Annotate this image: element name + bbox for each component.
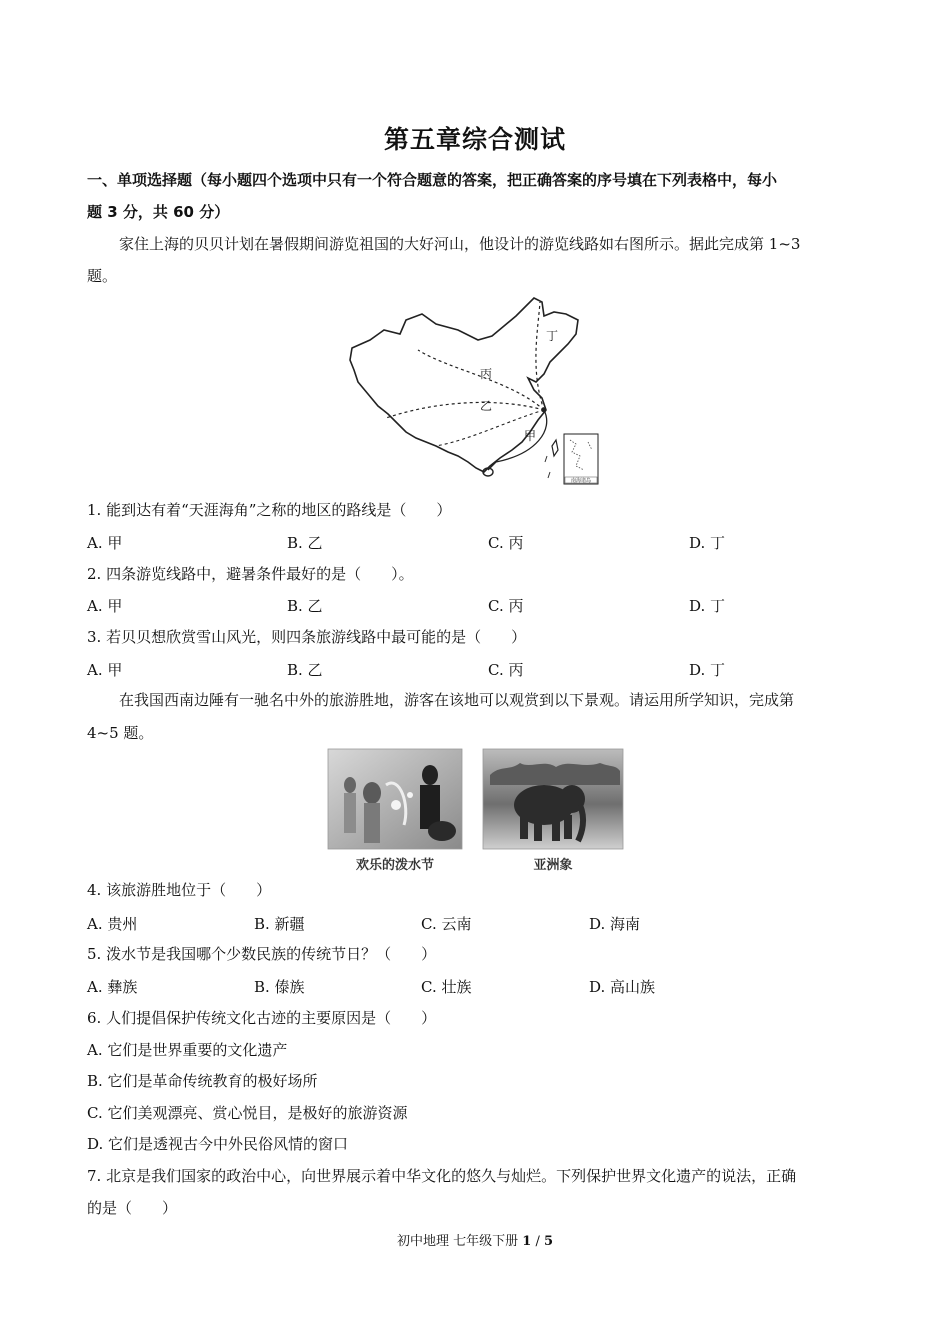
question-7: 7. 北京是我们国家的政治中心，向世界展示着中华文化的悠久与灿烂。下列保护世界文化遗产的说法，正确 — [87, 1167, 797, 1185]
section-heading-line-1: 一、单项选择题（每小题四个选项中只有一个符合题意的答案，把正确答案的序号填在下列表格中，每小 — [87, 171, 778, 189]
question-5-options — [87, 976, 867, 996]
china-outline — [350, 298, 578, 472]
route-label-jia: 甲 — [524, 429, 537, 443]
sea-islands-mark — [545, 456, 550, 478]
option: A. 贵州 — [87, 915, 138, 933]
taiwan-island — [552, 440, 558, 456]
photo-caption-left: 欢乐的泼水节 — [355, 858, 435, 873]
page-footer — [0, 1230, 950, 1249]
question-6-option-c: C. 它们美观漂亮、赏心悦目，是极好的旅游资源 — [87, 1104, 408, 1122]
option: C. 丙 — [488, 597, 524, 615]
route-yi — [386, 402, 544, 418]
route-label-ding: 丁 — [546, 329, 559, 343]
section-heading-line-2: 题 3 分，共 60 分） — [87, 203, 230, 221]
question-4: 4. 该旅游胜地位于（ ） — [87, 881, 272, 899]
option: C. 云南 — [421, 915, 472, 933]
option: B. 乙 — [287, 661, 323, 679]
route-label-yi: 乙 — [480, 399, 493, 413]
question-4-options — [87, 913, 867, 933]
option: A. 彝族 — [87, 978, 138, 996]
intro-paragraph-1 — [87, 228, 865, 260]
water-festival-photo — [328, 749, 462, 849]
option: B. 傣族 — [254, 978, 305, 996]
option: B. 新疆 — [254, 915, 305, 933]
intro-2-line-1: 在我国西南边陲有一驰名中外的旅游胜地，游客在该地可以观赏到以下景观。请运用所学知识，完成第 — [119, 691, 795, 709]
page-title: 第五章综合测试 — [383, 125, 566, 154]
question-7-cont: 的是（ ） — [87, 1199, 178, 1217]
question-1-options — [87, 532, 867, 552]
intro-paragraph-1-cont: 题。 — [87, 267, 118, 285]
intro-1-line-1: 家住上海的贝贝计划在暑假期间游览祖国的大好河山，他设计的游览线路如右图所示。据此完成第 1~3 — [119, 235, 801, 253]
question-2: 2. 四条游览线路中，避暑条件最好的是（ ）。 — [87, 565, 414, 583]
south-china-sea-inset — [564, 434, 598, 484]
route-label-bing: 丙 — [480, 367, 493, 381]
option: C. 丙 — [488, 661, 524, 679]
photo-group — [320, 745, 630, 875]
option: A. 甲 — [87, 661, 123, 679]
question-6-option-a: A. 它们是世界重要的文化遗产 — [87, 1041, 288, 1059]
option: D. 海南 — [589, 915, 641, 933]
question-1: 1. 能到达有着“天涯海角”之称的地区的路线是（ ） — [87, 501, 452, 519]
question-6-option-d: D. 它们是透视古今中外民俗风情的窗口 — [87, 1135, 349, 1153]
question-6: 6. 人们提倡保护传统文化古迹的主要原因是（ ） — [87, 1009, 437, 1027]
footer-page-number: 1 — [522, 1234, 532, 1249]
inset-label: 南海诸岛 — [570, 478, 592, 484]
section-heading — [87, 164, 867, 228]
option: D. 丁 — [689, 661, 726, 679]
question-3-options — [87, 659, 867, 679]
option: C. 丙 — [488, 534, 524, 552]
option: A. 甲 — [87, 534, 123, 552]
footer-course: 初中地理 七年级下册 — [396, 1234, 519, 1249]
question-2-options — [87, 595, 867, 615]
photo-caption-right: 亚洲象 — [533, 858, 573, 873]
footer-separator: / — [531, 1234, 544, 1249]
option: D. 高山族 — [589, 978, 656, 996]
option: A. 甲 — [87, 597, 123, 615]
intro-paragraph-2-cont: 4~5 题。 — [87, 724, 154, 742]
asian-elephant-photo — [483, 749, 623, 849]
option: D. 丁 — [689, 597, 726, 615]
question-6-option-b: B. 它们是革命传统教育的极好场所 — [87, 1072, 318, 1090]
option: B. 乙 — [287, 597, 323, 615]
option: B. 乙 — [287, 534, 323, 552]
option: D. 丁 — [689, 534, 726, 552]
option: C. 壮族 — [421, 978, 472, 996]
question-3: 3. 若贝贝想欣赏雪山风光，则四条旅游线路中最可能的是（ ） — [87, 628, 527, 646]
china-route-map — [340, 290, 610, 488]
intro-paragraph-2 — [87, 684, 865, 716]
footer-page-total: 5 — [543, 1234, 554, 1249]
question-5: 5. 泼水节是我国哪个少数民族的传统节日？（ ） — [87, 945, 437, 963]
